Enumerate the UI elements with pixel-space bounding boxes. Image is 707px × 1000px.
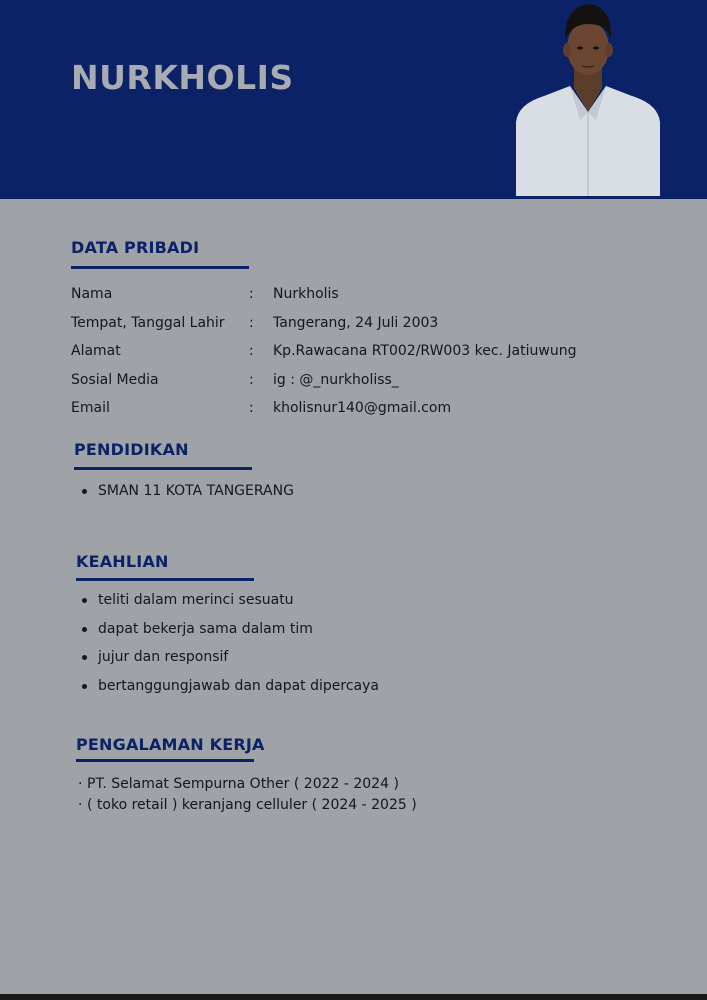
info-value: kholisnur140@gmail.com bbox=[273, 400, 452, 416]
bullet-dot-icon bbox=[82, 684, 87, 689]
list-item bbox=[76, 676, 379, 705]
list-item bbox=[76, 590, 379, 619]
bullet-dot-icon: · bbox=[78, 797, 83, 813]
keahlian-list bbox=[76, 590, 379, 705]
section-underline bbox=[76, 578, 254, 581]
bullet-dot-icon bbox=[82, 598, 87, 603]
info-label: Email bbox=[71, 400, 110, 416]
list-item bbox=[78, 795, 417, 816]
info-separator: : bbox=[249, 315, 254, 331]
section-title-pendidikan: PENDIDIKAN bbox=[74, 440, 189, 459]
info-separator: : bbox=[249, 400, 254, 416]
info-separator: : bbox=[249, 286, 254, 302]
bullet-dot-icon bbox=[82, 655, 87, 660]
section-title-data-pribadi: DATA PRIBADI bbox=[71, 238, 200, 257]
section-title-keahlian: KEAHLIAN bbox=[76, 552, 169, 571]
section-underline bbox=[74, 467, 252, 470]
info-label: Tempat, Tanggal Lahir bbox=[71, 315, 225, 331]
info-label: Nama bbox=[71, 286, 113, 302]
info-value: Kp.Rawacana RT002/RW003 kec. Jatiuwung bbox=[273, 343, 577, 359]
header-banner bbox=[0, 0, 707, 199]
list-item-text: ( toko retail ) keranjang celluler ( 2024 - 2025 ) bbox=[87, 797, 417, 813]
list-item bbox=[76, 647, 379, 676]
info-label: Alamat bbox=[71, 343, 121, 359]
pengalaman-list bbox=[78, 774, 417, 816]
info-label: Sosial Media bbox=[71, 372, 159, 388]
list-item-text: bertanggungjawab dan dapat dipercaya bbox=[98, 678, 379, 695]
pendidikan-list bbox=[76, 481, 294, 510]
info-separator: : bbox=[249, 372, 254, 388]
list-item-text: teliti dalam merinci sesuatu bbox=[98, 592, 294, 608]
info-value: Tangerang, 24 Juli 2003 bbox=[273, 315, 439, 331]
profile-photo-graphic bbox=[514, 0, 662, 196]
bullet-dot-icon: · bbox=[78, 776, 83, 792]
section-underline bbox=[76, 759, 254, 762]
list-item-text: PT. Selamat Sempurna Other ( 2022 - 2024 ) bbox=[87, 776, 399, 792]
section-underline bbox=[71, 266, 249, 269]
list-item-text: SMAN 11 KOTA TANGERANG bbox=[98, 483, 294, 499]
profile-photo bbox=[514, 0, 662, 196]
list-item bbox=[78, 774, 417, 795]
bottom-edge bbox=[0, 994, 707, 1000]
list-item-text: dapat bekerja sama dalam tim bbox=[98, 620, 313, 637]
list-item bbox=[76, 619, 379, 648]
list-item-text: jujur dan responsif bbox=[98, 649, 229, 666]
section-title-pengalaman-kerja: PENGALAMAN KERJA bbox=[76, 735, 265, 754]
name-title: NURKHOLIS bbox=[71, 58, 294, 97]
bullet-dot-icon bbox=[82, 627, 87, 632]
info-separator: : bbox=[249, 343, 254, 359]
info-value: ig : @_nurkholiss_ bbox=[273, 372, 399, 388]
bullet-dot-icon bbox=[82, 489, 87, 494]
list-item bbox=[76, 481, 294, 510]
info-value: Nurkholis bbox=[273, 286, 339, 302]
